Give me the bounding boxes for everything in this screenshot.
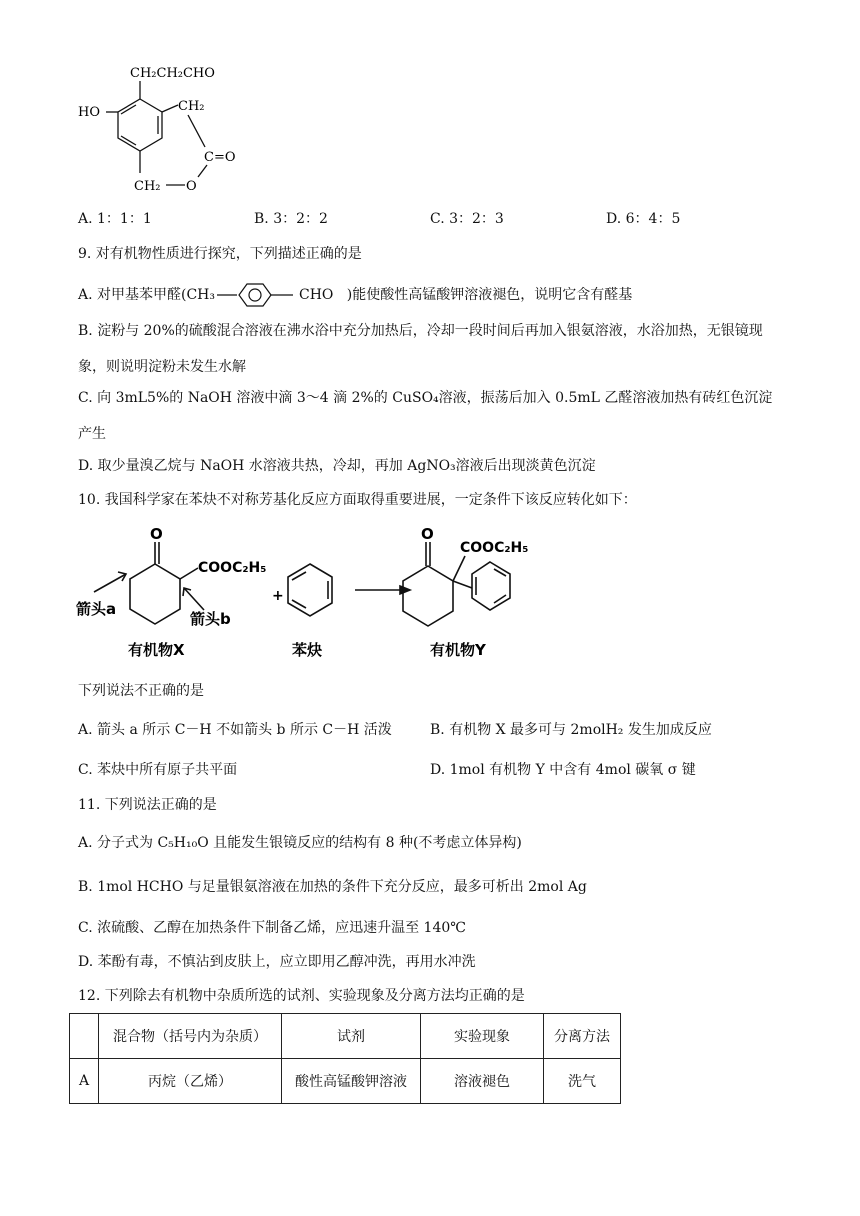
q8-structure-diagram: [70, 55, 270, 205]
y-phenyl-ring: [472, 562, 510, 610]
x-ester: COOC₂H₅: [198, 560, 267, 576]
q10-option-d[interactable]: D. 1mol 有机物 Y 中含有 4mol 碳氧 σ 键: [430, 762, 696, 778]
toluene-ring-icon: [215, 282, 299, 308]
q8-benzene-ring: [118, 99, 162, 151]
q10-option-b[interactable]: B. 有机物 X 最多可与 2molH₂ 发生加成反应: [430, 722, 712, 738]
q10-sub-stem: 下列说法不正确的是: [78, 683, 204, 699]
q11-option-c[interactable]: C. 浓硫酸、乙醇在加热条件下制备乙烯，应迅速升温至 140℃: [78, 920, 466, 936]
name-x: 有机物X: [128, 641, 185, 659]
table-header-row: [70, 1014, 621, 1059]
table-cell: A: [70, 1059, 99, 1104]
table-row: [70, 1059, 621, 1104]
table-cell: 丙烷（乙烯）: [99, 1059, 282, 1104]
x-oxygen: O: [150, 525, 163, 543]
q9-a-cho: CHO: [299, 287, 334, 303]
table-header-cell: 混合物（括号内为杂质）: [99, 1014, 282, 1059]
q10-reaction-diagram: [70, 522, 550, 667]
q12-stem: 12. 下列除去有机物中杂质所选的试剂、实验现象及分离方法均正确的是: [78, 988, 525, 1004]
name-benzyne: 苯炔: [292, 641, 323, 659]
plus-sign: +: [272, 588, 284, 604]
q8-label-carbonyl: C=O: [204, 150, 236, 165]
q9-option-b[interactable]: B. 淀粉与 20%的硫酸混合溶液在沸水浴中充分加热后，冷却一段时间后再加入银氨溶液，水浴加热，无银镜现象，则说明淀粉未发生水解: [78, 323, 763, 375]
q9-stem: 9. 对有机物性质进行探究，下列描述正确的是: [78, 246, 362, 262]
table-header-cell: 分离方法: [544, 1014, 621, 1059]
table-header-cell: [70, 1014, 99, 1059]
table-cell: 溶液褪色: [421, 1059, 544, 1104]
q8-option-b[interactable]: B. 3：2：2: [254, 211, 328, 227]
name-y: 有机物Y: [430, 641, 486, 659]
y-cyclohexane-ring: [403, 566, 453, 626]
q12-table: [69, 1013, 621, 1104]
x-cyclohexane-ring: [130, 564, 180, 624]
table-header-cell: 实验现象: [421, 1014, 544, 1059]
q10-stem: 10. 我国科学家在苯炔不对称芳基化反应方面取得重要进展，一定条件下该反应转化如下：: [78, 492, 637, 508]
table-header-cell: 试剂: [282, 1014, 421, 1059]
q11-option-a[interactable]: A. 分子式为 C₅H₁₀O 且能发生银镜反应的结构有 8 种(不考虑立体异构): [78, 835, 522, 851]
q11-option-d[interactable]: D. 苯酚有毒，不慎沾到皮肤上，应立即用乙醇冲洗，再用水冲洗: [78, 954, 476, 970]
table-cell: 洗气: [544, 1059, 621, 1104]
y-oxygen: O: [421, 525, 434, 543]
q11-option-b[interactable]: B. 1mol HCHO 与足量银氨溶液在加热的条件下充分反应，最多可析出 2mol Ag: [78, 879, 587, 895]
arrow-a-label: 箭头a: [76, 600, 117, 618]
q10-option-a[interactable]: A. 箭头 a 所示 C－H 不如箭头 b 所示 C－H 活泼: [78, 722, 392, 738]
q8-label-ho: HO: [78, 105, 100, 120]
q8-label-oxygen: O: [186, 179, 197, 194]
q9-option-a[interactable]: [78, 282, 632, 308]
y-ester: COOC₂H₅: [460, 540, 529, 556]
q8-label-chain: CH₂CH₂CHO: [130, 66, 215, 81]
q8-option-a[interactable]: A. 1：1：1: [78, 211, 152, 227]
arrow-b-label: 箭头b: [190, 610, 231, 628]
q9-a-suffix: )能使酸性高锰酸钾溶液褪色，说明它含有醛基: [346, 287, 633, 303]
q8-option-d[interactable]: D. 6：4：5: [606, 211, 681, 227]
q9-option-c[interactable]: C. 向 3mL5%的 NaOH 溶液中滴 3～4 滴 2%的 CuSO₄溶液，振荡后加入 0.5mL 乙醛溶液加热有砖红色沉淀产生: [78, 390, 773, 442]
q8-label-ch2-right: CH₂: [178, 99, 205, 114]
q8-option-c[interactable]: C. 3：2：3: [430, 211, 504, 227]
q9-a-prefix: A. 对甲基苯甲醛(CH₃: [78, 287, 216, 303]
q9-option-d[interactable]: D. 取少量溴乙烷与 NaOH 水溶液共热，冷却，再加 AgNO₃溶液后出现淡黄色沉淀: [78, 458, 596, 474]
q10-option-c[interactable]: C. 苯炔中所有原子共平面: [78, 762, 238, 778]
benzyne-ring: [288, 564, 332, 616]
table-cell: 酸性高锰酸钾溶液: [282, 1059, 421, 1104]
q8-label-ch2-bottom: CH₂: [134, 179, 161, 194]
q11-stem: 11. 下列说法正确的是: [78, 797, 217, 813]
